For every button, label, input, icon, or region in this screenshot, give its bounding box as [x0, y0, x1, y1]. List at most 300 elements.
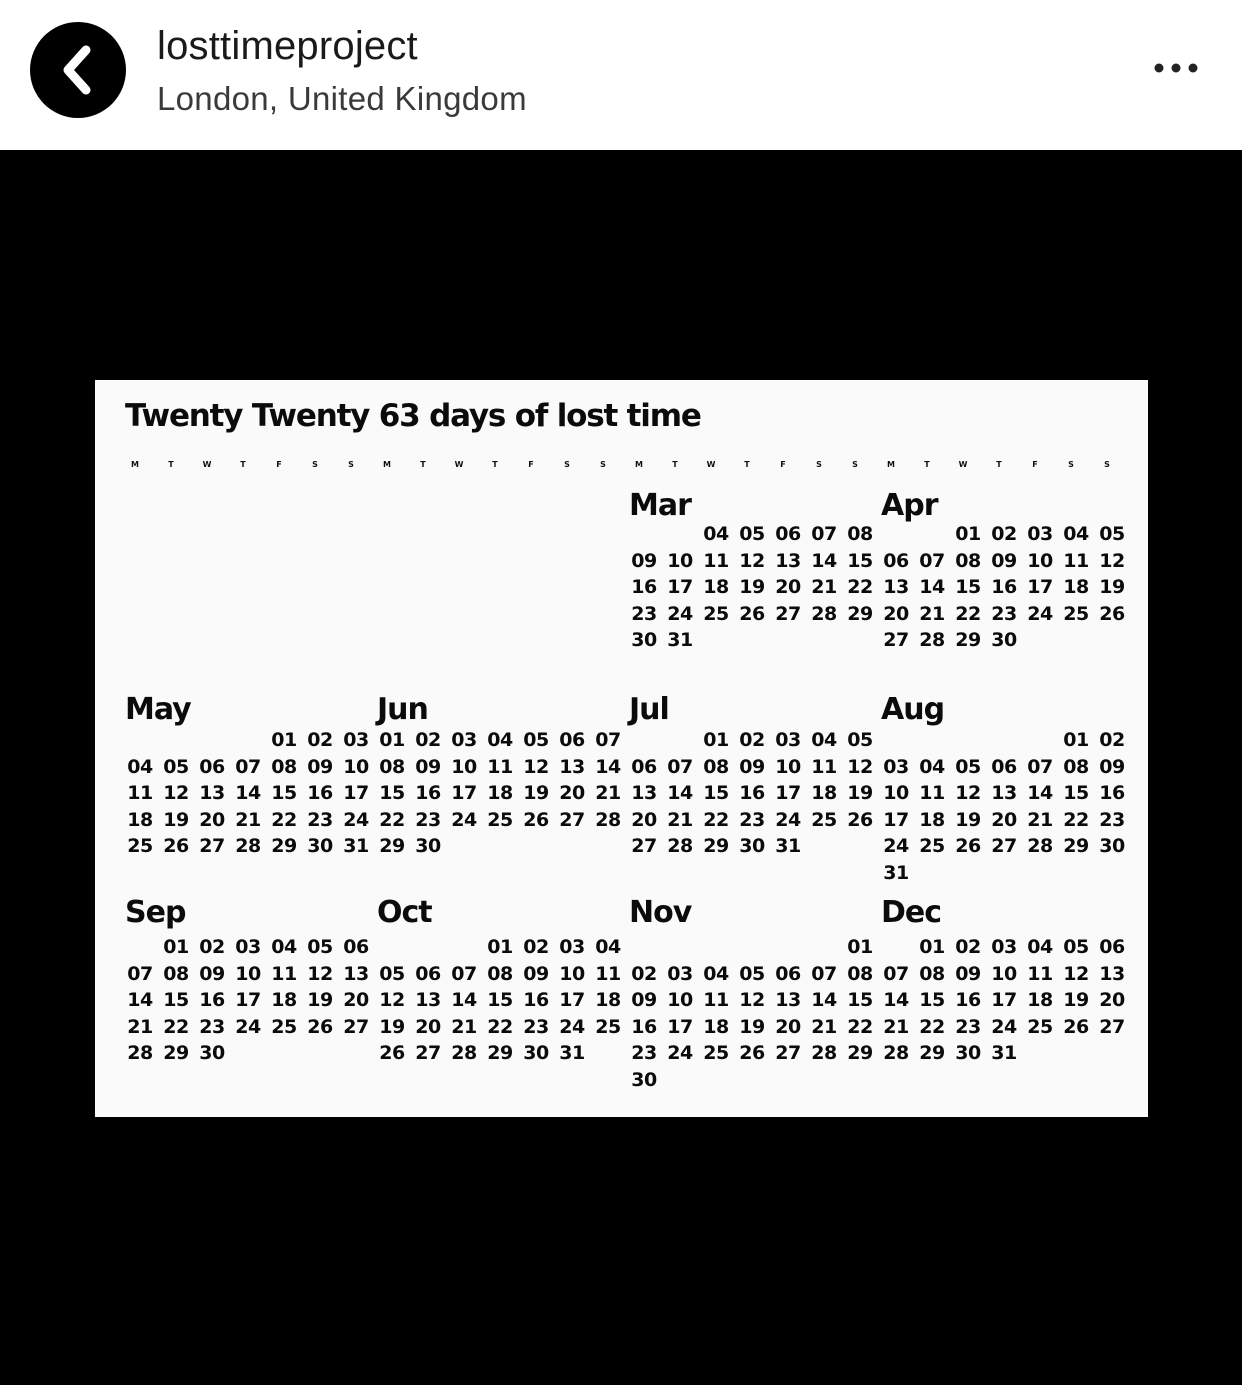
- calendar-day: 30: [1099, 835, 1125, 857]
- calendar-day: 28: [811, 602, 837, 625]
- calendar-day: 17: [559, 989, 585, 1011]
- calendar-day: 28: [451, 1042, 477, 1064]
- calendar-day: 28: [811, 1042, 837, 1064]
- calendar-day: 27: [883, 629, 909, 651]
- calendar-day: 08: [1063, 755, 1089, 778]
- calendar-day: 20: [1099, 989, 1125, 1011]
- calendar-day: 27: [775, 602, 801, 625]
- calendar-day: 20: [559, 782, 585, 804]
- calendar-day: 01: [1063, 729, 1089, 751]
- calendar-day: 17: [775, 782, 801, 804]
- calendar-day: 12: [163, 782, 189, 804]
- calendar-day: 17: [991, 989, 1017, 1011]
- calendar-day: 26: [379, 1042, 405, 1064]
- calendar-day: 24: [991, 1015, 1017, 1038]
- calendar-day: 01: [847, 936, 873, 958]
- weekday-letter: T: [240, 460, 246, 469]
- calendar-day: 21: [1027, 808, 1053, 831]
- weekday-letter: M: [131, 460, 139, 469]
- calendar-day: 30: [739, 835, 765, 857]
- calendar-day: 11: [595, 962, 621, 985]
- calendar-day: 17: [343, 782, 369, 804]
- weekday-letter: S: [1068, 460, 1074, 469]
- calendar-day: 07: [667, 755, 693, 778]
- calendar-day: 22: [703, 808, 729, 831]
- calendar-day: 11: [703, 989, 729, 1011]
- calendar-day: 25: [271, 1015, 297, 1038]
- weekday-letter: M: [635, 460, 643, 469]
- calendar-day: 24: [775, 808, 801, 831]
- calendar-day: 04: [919, 755, 945, 778]
- calendar-day: 03: [991, 936, 1017, 958]
- calendar-day: 12: [307, 962, 333, 985]
- calendar-day: 30: [415, 835, 441, 857]
- calendar-day: 13: [775, 989, 801, 1011]
- calendar-day: 07: [883, 962, 909, 985]
- calendar-day: 28: [595, 808, 621, 831]
- calendar-day: 16: [307, 782, 333, 804]
- calendar-day: 02: [523, 936, 549, 958]
- calendar-day: 14: [127, 989, 153, 1011]
- calendar-day: 12: [523, 755, 549, 778]
- calendar-day: 31: [775, 835, 801, 857]
- calendar-day: 23: [199, 1015, 225, 1038]
- weekday-letter: S: [816, 460, 822, 469]
- calendar-day: 30: [955, 1042, 981, 1064]
- calendar-day: 25: [703, 1042, 729, 1064]
- calendar-day: 06: [883, 549, 909, 572]
- calendar-day: 19: [1063, 989, 1089, 1011]
- weekday-letter: T: [744, 460, 750, 469]
- calendar-day: 05: [379, 962, 405, 985]
- calendar-day: 05: [163, 755, 189, 778]
- calendar-day: 16: [199, 989, 225, 1011]
- calendar-day: 26: [523, 808, 549, 831]
- calendar-day: 24: [451, 808, 477, 831]
- calendar-day: 15: [847, 549, 873, 572]
- calendar-day: 10: [667, 989, 693, 1011]
- calendar-day: 02: [199, 936, 225, 958]
- calendar-day: 29: [271, 835, 297, 857]
- weekday-letter: T: [492, 460, 498, 469]
- weekday-letter: S: [564, 460, 570, 469]
- more-options-button[interactable]: [1148, 50, 1204, 86]
- calendar-day: 15: [271, 782, 297, 804]
- weekday-letter: S: [600, 460, 606, 469]
- calendar-day: 20: [991, 808, 1017, 831]
- calendar-day: 26: [955, 835, 981, 857]
- more-horizontal-icon: [1148, 50, 1204, 86]
- calendar-day: 28: [235, 835, 261, 857]
- calendar-day: 18: [1027, 989, 1053, 1011]
- calendar-day: 08: [847, 962, 873, 985]
- calendar-day: 05: [739, 962, 765, 985]
- calendar-day: 20: [199, 808, 225, 831]
- calendar-day: 14: [811, 549, 837, 572]
- calendar-day: 08: [163, 962, 189, 985]
- calendar-day: 12: [739, 989, 765, 1011]
- calendar-day: 24: [235, 1015, 261, 1038]
- calendar-day: 24: [883, 835, 909, 857]
- calendar-day: 01: [379, 729, 405, 751]
- calendar-day: 22: [379, 808, 405, 831]
- calendar-day: 21: [811, 1015, 837, 1038]
- calendar-day: 26: [739, 602, 765, 625]
- month-name: Mar: [629, 488, 691, 523]
- calendar-day: 07: [811, 523, 837, 545]
- calendar-day: 04: [1027, 936, 1053, 958]
- calendar-day: 18: [703, 1015, 729, 1038]
- calendar-day: 22: [919, 1015, 945, 1038]
- calendar-day: 08: [847, 523, 873, 545]
- weekday-letter: T: [924, 460, 930, 469]
- calendar-day: 04: [703, 523, 729, 545]
- calendar-day: 06: [343, 936, 369, 958]
- calendar-day: 20: [631, 808, 657, 831]
- calendar-day: 08: [703, 755, 729, 778]
- calendar-day: 23: [955, 1015, 981, 1038]
- calendar-day: 22: [847, 1015, 873, 1038]
- calendar-day: 05: [1099, 523, 1125, 545]
- calendar-day: 30: [307, 835, 333, 857]
- calendar-day: 01: [703, 729, 729, 751]
- calendar-day: 26: [307, 1015, 333, 1038]
- calendar-day: 26: [847, 808, 873, 831]
- calendar-day: 06: [415, 962, 441, 985]
- calendar-day: 22: [955, 602, 981, 625]
- calendar-day: 12: [955, 782, 981, 804]
- calendar-day: 14: [1027, 782, 1053, 804]
- calendar-day: 23: [415, 808, 441, 831]
- calendar-day: 20: [415, 1015, 441, 1038]
- calendar-day: 17: [667, 576, 693, 598]
- calendar-day: 20: [883, 602, 909, 625]
- calendar-day: 26: [739, 1042, 765, 1064]
- weekday-letter: W: [706, 460, 716, 469]
- calendar-day: 19: [163, 808, 189, 831]
- weekday-letter: F: [780, 460, 786, 469]
- calendar-day: 16: [991, 576, 1017, 598]
- calendar-day: 22: [163, 1015, 189, 1038]
- calendar-day: 10: [667, 549, 693, 572]
- calendar-day: 30: [991, 629, 1017, 651]
- calendar-day: 23: [1099, 808, 1125, 831]
- back-button[interactable]: [30, 22, 126, 118]
- calendar-day: 28: [883, 1042, 909, 1064]
- calendar-day: 07: [919, 549, 945, 572]
- calendar-day: 23: [631, 1042, 657, 1064]
- calendar-day: 03: [559, 936, 585, 958]
- calendar-day: 10: [1027, 549, 1053, 572]
- calendar-day: 06: [775, 962, 801, 985]
- month-name: Apr: [881, 488, 938, 523]
- calendar-day: 25: [1027, 1015, 1053, 1038]
- calendar-day: 25: [595, 1015, 621, 1038]
- calendar-day: 30: [199, 1042, 225, 1064]
- calendar-day: 19: [1099, 576, 1125, 598]
- calendar-day: 04: [127, 755, 153, 778]
- calendar-day: 13: [343, 962, 369, 985]
- calendar-day: 10: [451, 755, 477, 778]
- calendar-day: 09: [415, 755, 441, 778]
- calendar-day: 02: [991, 523, 1017, 545]
- calendar-day: 15: [379, 782, 405, 804]
- calendar-day: 13: [775, 549, 801, 572]
- calendar-day: 16: [631, 1015, 657, 1038]
- calendar-day: 10: [883, 782, 909, 804]
- calendar-day: 14: [595, 755, 621, 778]
- calendar-day: 24: [667, 602, 693, 625]
- calendar-day: 01: [487, 936, 513, 958]
- calendar-day: 03: [451, 729, 477, 751]
- calendar-day: 05: [1063, 936, 1089, 958]
- weekday-letter: W: [958, 460, 968, 469]
- calendar-day: 07: [1027, 755, 1053, 778]
- calendar-day: 04: [487, 729, 513, 751]
- calendar-day: 10: [775, 755, 801, 778]
- calendar-day: 13: [199, 782, 225, 804]
- calendar-day: 02: [415, 729, 441, 751]
- weekday-letter: F: [528, 460, 534, 469]
- calendar-day: 31: [883, 861, 909, 884]
- calendar-day: 19: [955, 808, 981, 831]
- month-name: Sep: [125, 895, 186, 930]
- calendar-day: 09: [955, 962, 981, 985]
- calendar-day: 16: [955, 989, 981, 1011]
- calendar-day: 18: [919, 808, 945, 831]
- calendar-day: 05: [847, 729, 873, 751]
- calendar-day: 07: [451, 962, 477, 985]
- calendar-day: 18: [127, 808, 153, 831]
- calendar-day: 23: [739, 808, 765, 831]
- calendar-day: 21: [667, 808, 693, 831]
- calendar-day: 18: [811, 782, 837, 804]
- calendar-day: 04: [595, 936, 621, 958]
- weekday-letter: F: [1032, 460, 1038, 469]
- calendar-day: 03: [667, 962, 693, 985]
- post-header: [0, 0, 1242, 150]
- calendar-day: 27: [991, 835, 1017, 857]
- calendar-day: 22: [847, 576, 873, 598]
- calendar-day: 21: [451, 1015, 477, 1038]
- calendar-day: 24: [559, 1015, 585, 1038]
- calendar-day: 15: [955, 576, 981, 598]
- calendar-day: 22: [1063, 808, 1089, 831]
- calendar-day: 29: [919, 1042, 945, 1064]
- calendar-day: 17: [883, 808, 909, 831]
- month-name: May: [125, 692, 191, 727]
- calendar-day: 29: [379, 835, 405, 857]
- calendar-day: 29: [487, 1042, 513, 1064]
- calendar-day: 02: [631, 962, 657, 985]
- calendar-day: 18: [1063, 576, 1089, 598]
- month-name: Jun: [377, 692, 428, 727]
- calendar-day: 02: [739, 729, 765, 751]
- calendar-day: 19: [307, 989, 333, 1011]
- calendar-day: 03: [235, 936, 261, 958]
- calendar-day: 03: [1027, 523, 1053, 545]
- calendar-day: 20: [343, 989, 369, 1011]
- calendar-day: 07: [127, 962, 153, 985]
- calendar-day: 09: [991, 549, 1017, 572]
- calendar-day: 11: [811, 755, 837, 778]
- month-name: Aug: [881, 692, 945, 727]
- calendar-day: 10: [235, 962, 261, 985]
- calendar-day: 08: [955, 549, 981, 572]
- calendar-day: 18: [703, 576, 729, 598]
- calendar-day: 13: [883, 576, 909, 598]
- calendar-day: 24: [667, 1042, 693, 1064]
- calendar-day: 06: [199, 755, 225, 778]
- calendar-day: 30: [523, 1042, 549, 1064]
- calendar-day: 31: [559, 1042, 585, 1064]
- chevron-left-icon: [30, 22, 126, 118]
- weekday-letter: T: [672, 460, 678, 469]
- weekday-letter: T: [168, 460, 174, 469]
- month-name: Nov: [629, 895, 692, 930]
- calendar-day: 16: [631, 576, 657, 598]
- calendar-day: 17: [1027, 576, 1053, 598]
- calendar-day: 15: [487, 989, 513, 1011]
- calendar-day: 29: [163, 1042, 189, 1064]
- calendar-day: 15: [703, 782, 729, 804]
- calendar-day: 13: [559, 755, 585, 778]
- calendar-day: 09: [199, 962, 225, 985]
- calendar-day: 06: [775, 523, 801, 545]
- calendar-day: 16: [739, 782, 765, 804]
- calendar-day: 09: [631, 549, 657, 572]
- location[interactable]: London, United Kingdom: [157, 80, 527, 117]
- calendar-day: 01: [919, 936, 945, 958]
- calendar-day: 06: [559, 729, 585, 751]
- calendar-day: 11: [703, 549, 729, 572]
- calendar-day: 08: [271, 755, 297, 778]
- calendar-day: 27: [631, 835, 657, 857]
- calendar-day: 20: [775, 576, 801, 598]
- calendar-day: 13: [415, 989, 441, 1011]
- calendar-day: 29: [847, 602, 873, 625]
- calendar-day: 17: [667, 1015, 693, 1038]
- calendar-day: 19: [847, 782, 873, 804]
- calendar-day: 01: [163, 936, 189, 958]
- calendar-day: 30: [631, 629, 657, 651]
- calendar-day: 03: [343, 729, 369, 751]
- calendar-day: 11: [487, 755, 513, 778]
- calendar-day: 06: [631, 755, 657, 778]
- calendar-day: 19: [739, 1015, 765, 1038]
- calendar-day: 29: [1063, 835, 1089, 857]
- calendar-day: 28: [667, 835, 693, 857]
- calendar-day: 09: [631, 989, 657, 1011]
- calendar-day: 14: [667, 782, 693, 804]
- calendar-day: 21: [235, 808, 261, 831]
- month-name: Jul: [629, 692, 669, 727]
- calendar-day: 24: [343, 808, 369, 831]
- calendar-day: 28: [1027, 835, 1053, 857]
- calendar-day: 25: [811, 808, 837, 831]
- calendar-day: 10: [559, 962, 585, 985]
- calendar-day: 20: [775, 1015, 801, 1038]
- calendar-day: 23: [991, 602, 1017, 625]
- calendar-day: 23: [523, 1015, 549, 1038]
- calendar-day: 25: [919, 835, 945, 857]
- month-name: Oct: [377, 895, 432, 930]
- calendar-day: 15: [1063, 782, 1089, 804]
- weekday-letter: S: [1104, 460, 1110, 469]
- calendar-day: 26: [1063, 1015, 1089, 1038]
- calendar-day: 25: [127, 835, 153, 857]
- calendar-day: 21: [811, 576, 837, 598]
- calendar-day: 08: [487, 962, 513, 985]
- calendar-day: 25: [703, 602, 729, 625]
- calendar-day: 11: [127, 782, 153, 804]
- calendar-day: 28: [919, 629, 945, 651]
- calendar-day: 16: [415, 782, 441, 804]
- calendar-day: 27: [559, 808, 585, 831]
- calendar-day: 14: [811, 989, 837, 1011]
- calendar-day: 12: [847, 755, 873, 778]
- calendar-day: 13: [631, 782, 657, 804]
- calendar-day: 30: [631, 1068, 657, 1091]
- calendar-day: 04: [811, 729, 837, 751]
- weekday-letter: W: [202, 460, 212, 469]
- calendar-day: 07: [235, 755, 261, 778]
- calendar-day: 14: [451, 989, 477, 1011]
- weekday-letter: T: [420, 460, 426, 469]
- weekday-letter: S: [312, 460, 318, 469]
- calendar-day: 12: [1099, 549, 1125, 572]
- calendar-day: 23: [631, 602, 657, 625]
- calendar-day: 10: [991, 962, 1017, 985]
- calendar-day: 04: [271, 936, 297, 958]
- calendar-day: 12: [379, 989, 405, 1011]
- calendar-day: 21: [127, 1015, 153, 1038]
- calendar-day: 12: [1063, 962, 1089, 985]
- calendar-day: 25: [487, 808, 513, 831]
- calendar-day: 03: [883, 755, 909, 778]
- calendar-day: 23: [307, 808, 333, 831]
- month-name: Dec: [881, 895, 942, 930]
- calendar-day: 17: [451, 782, 477, 804]
- calendar-day: 17: [235, 989, 261, 1011]
- calendar-day: 08: [379, 755, 405, 778]
- calendar-day: 27: [1099, 1015, 1125, 1038]
- weekday-letter: S: [852, 460, 858, 469]
- calendar-day: 04: [703, 962, 729, 985]
- calendar-day: 29: [955, 629, 981, 651]
- calendar-day: 22: [487, 1015, 513, 1038]
- calendar-day: 10: [343, 755, 369, 778]
- calendar-day: 21: [595, 782, 621, 804]
- calendar-day: 05: [523, 729, 549, 751]
- calendar-day: 13: [991, 782, 1017, 804]
- calendar-day: 09: [307, 755, 333, 778]
- calendar-day: 11: [271, 962, 297, 985]
- username[interactable]: losttimeproject: [157, 24, 418, 68]
- calendar-day: 14: [883, 989, 909, 1011]
- calendar-card: [95, 380, 1148, 1117]
- calendar-day: 25: [1063, 602, 1089, 625]
- calendar-day: 02: [307, 729, 333, 751]
- calendar-day: 31: [991, 1042, 1017, 1064]
- calendar-day: 31: [343, 835, 369, 857]
- calendar-day: 15: [847, 989, 873, 1011]
- calendar-day: 26: [163, 835, 189, 857]
- calendar-day: 21: [919, 602, 945, 625]
- calendar-day: 27: [343, 1015, 369, 1038]
- calendar-day: 11: [1063, 549, 1089, 572]
- calendar-day: 05: [307, 936, 333, 958]
